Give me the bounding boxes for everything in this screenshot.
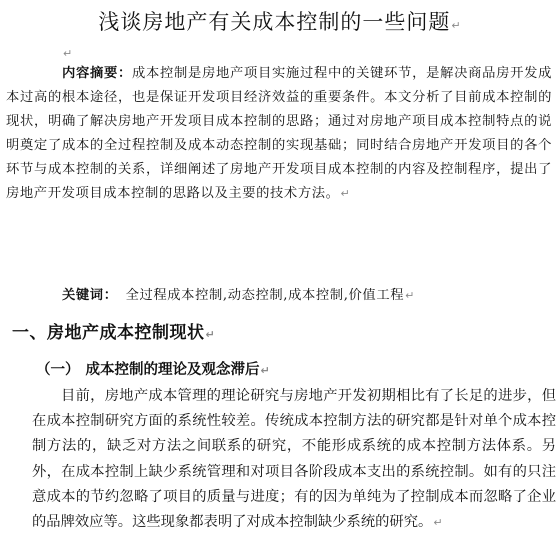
keywords-label: 关键词： <box>62 288 118 303</box>
body-paragraph-text: 目前，房地产成本管理的理论研究与房地产开发初期相比有了长足的进步，但在成本控制研究方面的系统性较差。传统成本控制方法的研究都是针对单个成本控制方法的，缺乏对方法之间联系的研究，不能形成系统的成本控制方法体系。另外，在成本控制上缺少系统管理和对项目各阶段成本支出的系统控制。如有的只注意成本的节约忽略了项目的质量与进度；有的因为单纯为了控制成本而忽略了企业的品牌效应等。这些现象都表明了对成本控制缺少系统的研究。 <box>32 388 556 531</box>
paragraph-mark: ↵ <box>260 364 270 377</box>
section-heading <box>12 318 215 343</box>
paragraph-mark: ↵ <box>63 47 73 60</box>
paragraph-mark: ↵ <box>205 328 216 341</box>
paragraph-mark: ↵ <box>340 187 351 200</box>
paragraph-mark: ↵ <box>451 19 462 32</box>
subsection-number: （一） <box>36 362 80 378</box>
paragraph-mark: ↵ <box>433 516 443 530</box>
section-heading-text: 一、房地产成本控制现状 <box>12 323 205 343</box>
abstract-label: 内容摘要： <box>62 66 133 81</box>
abstract-text: 成本控制是房地产项目实施过程中的关键环节，是解决商品房开发成本过高的根本途径，也是保证开发项目经济效益的重要条件。本文分析了目前成本控制的现状，明确了解决房地产开发项目成本控制的思路；通过对房地产项目成本控制特点的说明奠定了成本的全过程控制及成本动态控制的实现基础；同时结合房地产开发项目的各个环节与成本控制的关系，详细阐述了房地产开发项目成本控制的内容及控制程序，提出了房地产开发项目成本控制的思路以及主要的技术方法。 <box>6 66 552 201</box>
abstract-paragraph <box>6 62 552 206</box>
keywords-line <box>62 284 415 303</box>
subsection-heading <box>36 358 270 379</box>
document-title <box>0 6 560 36</box>
title-text: 浅谈房地产有关成本控制的一些问题 <box>98 10 451 34</box>
paragraph-mark: ↵ <box>405 289 415 302</box>
body-paragraph <box>32 384 556 535</box>
subsection-heading-text: 成本控制的理论及观念滞后 <box>85 362 260 378</box>
empty-paragraph <box>62 42 72 61</box>
keywords-text: 全过程成本控制,动态控制,成本控制,价值工程 <box>125 288 405 303</box>
